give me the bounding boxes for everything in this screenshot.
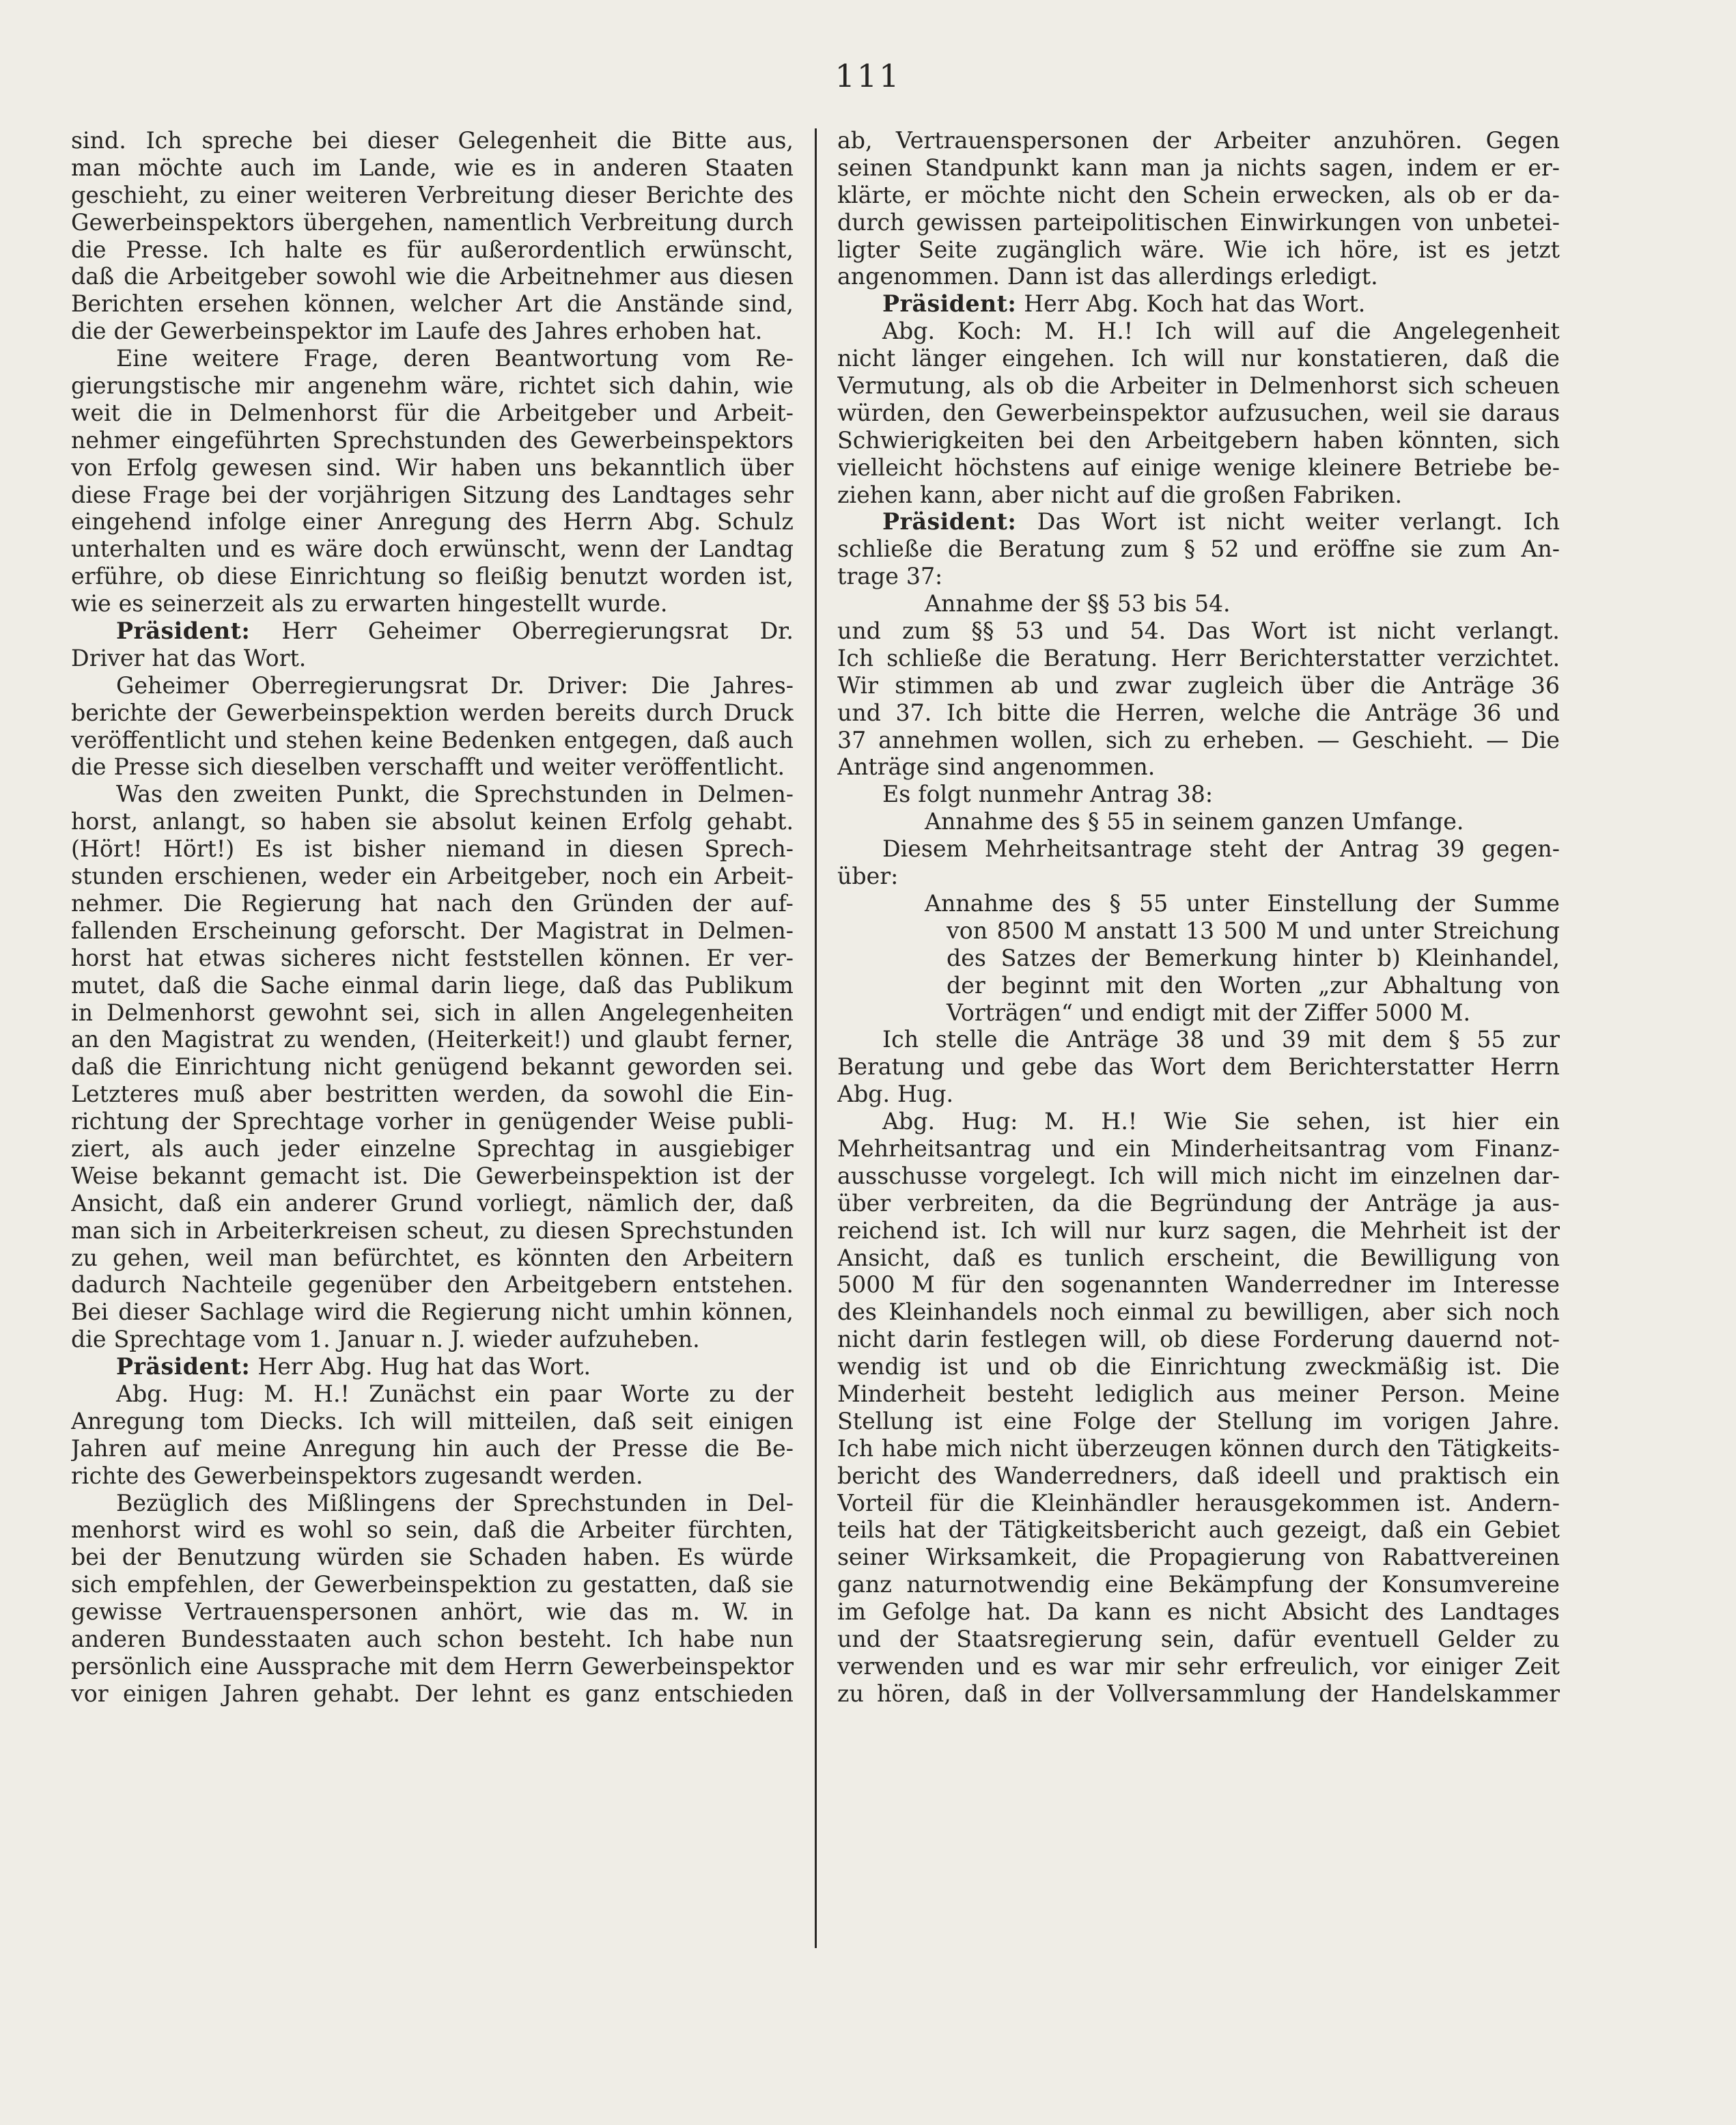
text-line: Ich schließe die Beratung. Herr Berichterstatter verzichtet.	[837, 644, 1560, 671]
text-line: ziert, als auch jeder einzelne Sprechtag in ausgiebiger	[71, 1135, 794, 1162]
text-line: von 8500 M anstatt 13 500 M und unter Streichung	[947, 917, 1560, 944]
text-line: Schwierigkeiten bei den Arbeitgebern haben könnten, sich	[837, 426, 1560, 454]
text-line: dadurch Nachteile gegenüber den Arbeitgebern entstehen.	[71, 1271, 794, 1298]
text-line: Ich stelle die Anträge 38 und 39 mit dem § 55 zur	[882, 1026, 1560, 1053]
text-line: nehmer. Die Regierung hat nach den Gründen der auf-	[71, 889, 794, 917]
text-line: ab, Vertrauenspersonen der Arbeiter anzuhören. Gegen	[837, 127, 1560, 154]
text-line: persönlich eine Aussprache mit dem Herrn Gewerbeinspektor	[71, 1652, 794, 1680]
text-line: reichend ist. Ich will nur kurz sagen, die Mehrheit ist der	[837, 1217, 1560, 1244]
text-line: Abg. Hug.	[837, 1081, 954, 1108]
text-line: zu gehen, weil man befürchtet, es könnten den Arbeitern	[71, 1244, 794, 1271]
text-line: stunden erschienen, weder ein Arbeitgeber, noch ein Arbeit-	[71, 863, 794, 890]
text-line: richte des Gewerbeinspektors zugesandt werden.	[71, 1462, 643, 1489]
text-line: richtung der Sprechtage vorher in genügender Weise publi-	[71, 1108, 794, 1135]
text-line: daß die Arbeitgeber sowohl wie die Arbeitnehmer aus diesen	[71, 263, 794, 290]
text-line: erführe, ob diese Einrichtung so fleißig benutzt worden ist,	[71, 563, 794, 590]
text-line: Es folgt nunmehr Antrag 38:	[882, 781, 1214, 808]
text-line: Annahme des § 55 in seinem ganzen Umfange.	[925, 808, 1464, 835]
text-line: 37 annehmen wollen, sich zu erheben. — Geschieht. — Die	[837, 726, 1560, 753]
text-line: die Sprechtage vom 1. Januar n. J. wieder aufzuheben.	[71, 1326, 700, 1353]
text-line: horst, anlangt, so haben sie absolut keinen Erfolg gehabt.	[71, 808, 794, 835]
text-line: und 37. Ich bitte die Herren, welche die Anträge 36 und	[837, 699, 1560, 726]
text-line: Berichten ersehen können, welcher Art die Anstände sind,	[71, 290, 794, 318]
text-line: des Kleinhandels noch einmal zu bewilligen, aber sich noch	[837, 1298, 1560, 1326]
text-line: ganz naturnotwendig eine Bekämpfung der Konsumvereine	[837, 1571, 1560, 1598]
text-line: bei der Benutzung würden sie Schaden haben. Es würde	[71, 1544, 794, 1571]
text-line: Wir stimmen ab und zwar zugleich über die Anträge 36	[837, 671, 1560, 699]
text-line: eingehend infolge einer Anregung des Herrn Abg. Schulz	[71, 508, 794, 536]
text-line: gierungstische mir angenehm wäre, richtet sich dahin, wie	[71, 372, 794, 400]
text-line: Geheimer Oberregierungsrat Dr. Driver: Die Jahres-	[116, 671, 794, 699]
text-line: Beratung und gebe das Wort dem Berichterstatter Herrn	[837, 1053, 1560, 1081]
text-line: gewisse Vertrauenspersonen anhört, wie das m. W. in	[71, 1598, 794, 1626]
text-line: die Presse sich dieselben verschafft und weiter veröffentlicht.	[71, 753, 785, 781]
text-line: weit die in Delmenhorst für die Arbeitgeber und Arbeit-	[71, 399, 794, 426]
text-line: durch gewissen parteipolitischen Einwirkungen von unbetei-	[837, 208, 1560, 236]
text-line: ligter Seite zugänglich wäre. Wie ich höre, ist es jetzt	[837, 236, 1560, 263]
text-line: Vermutung, als ob die Arbeiter in Delmenhorst sich scheuen	[837, 372, 1560, 400]
speaker-label: Präsident:	[882, 290, 1017, 318]
text-line: horst hat etwas sicheres nicht feststellen können. Er ver-	[71, 944, 794, 971]
text-line: anderen Bundesstaaten auch schon besteht. Ich habe nun	[71, 1625, 794, 1652]
text-line: 5000 M für den sogenannten Wanderredner im Interesse	[837, 1271, 1560, 1298]
text-line: klärte, er möchte nicht den Schein erwecken, als ob er da-	[837, 181, 1560, 208]
text-line: der beginnt mit den Worten „zur Abhaltung von	[947, 971, 1560, 999]
text-line: schließe die Beratung zum § 52 und eröffne sie zum An-	[837, 536, 1560, 563]
text-line: daß die Einrichtung nicht genügend bekannt geworden sei.	[71, 1053, 794, 1081]
speaker-label: Präsident:	[116, 617, 251, 645]
text-line: Anträge sind angenommen.	[837, 753, 1156, 781]
text-line: Bei dieser Sachlage wird die Regierung nicht umhin können,	[71, 1298, 794, 1326]
text-line: menhorst wird es wohl so sein, daß die Arbeiter fürchten,	[71, 1516, 794, 1544]
text-line: teils hat der Tätigkeitsbericht auch gezeigt, daß ein Gebiet	[837, 1516, 1560, 1544]
text-line: Gewerbeinspektors übergehen, namentlich Verbreitung durch	[71, 208, 794, 236]
text-line: im Gefolge hat. Da kann es nicht Absicht des Landtages	[837, 1598, 1560, 1626]
text-line: zu hören, daß in der Vollversammlung der Handelskammer	[837, 1680, 1560, 1707]
page-number: 111	[835, 57, 901, 94]
text-line: bericht des Wanderredners, daß ideell und praktisch ein	[837, 1462, 1560, 1489]
text-line: über:	[837, 863, 899, 890]
speaker-label: Präsident:	[882, 508, 1017, 536]
text-line: (Hört! Hört!) Es ist bisher niemand in diesen Sprech-	[71, 835, 794, 863]
text-line: über verbreiten, da die Begründung der Anträge ja aus-	[837, 1189, 1560, 1217]
text-line: und der Staatsregierung sein, dafür eventuell Gelder zu	[837, 1625, 1560, 1652]
text-line: Präsident: Das Wort ist nicht weiter verlangt. Ich	[882, 508, 1560, 536]
text-line: Stellung ist eine Folge der Stellung im vorigen Jahre.	[837, 1407, 1560, 1434]
text-line: Präsident: Herr Abg. Koch hat das Wort.	[882, 290, 1366, 318]
text-line: sind. Ich spreche bei dieser Gelegenheit die Bitte aus,	[71, 127, 794, 154]
text-line: Anregung tom Diecks. Ich will mitteilen, daß seit einigen	[71, 1407, 794, 1434]
text-line: Driver hat das Wort.	[71, 644, 307, 671]
text-line: die der Gewerbeinspektor im Laufe des Jahres erhoben hat.	[71, 318, 763, 345]
right-column	[837, 127, 1560, 1708]
text-line: Minderheit besteht lediglich aus meiner Person. Meine	[837, 1380, 1560, 1407]
text-line: Annahme des § 55 unter Einstellung der Summe	[925, 889, 1560, 917]
text-line: vielleicht höchstens auf einige wenige kleinere Betriebe be-	[837, 454, 1560, 481]
text-line: nicht darin festlegen will, ob diese Forderung dauernd not-	[837, 1326, 1560, 1353]
left-column	[71, 127, 794, 1708]
text-line: Abg. Koch: M. H.! Ich will auf die Angelegenheit	[882, 318, 1560, 345]
text-line: ausschusse vorgelegt. Ich will mich nicht im einzelnen dar-	[837, 1162, 1560, 1189]
text-line: seinen Standpunkt kann man ja nichts sagen, indem er er-	[837, 154, 1560, 181]
text-line: Ich habe mich nicht überzeugen können durch den Tätigkeits-	[837, 1434, 1560, 1462]
text-line: würden, den Gewerbeinspektor aufzusuchen, weil sie daraus	[837, 399, 1560, 426]
text-line: trage 37:	[837, 563, 943, 590]
text-line: ziehen kann, aber nicht auf die großen Fabriken.	[837, 481, 1403, 508]
text-line: angenommen. Dann ist das allerdings erledigt.	[837, 263, 1378, 290]
text-line: wendig ist und ob die Einrichtung zweckmäßig ist. Die	[837, 1353, 1560, 1380]
text-line: diese Frage bei der vorjährigen Sitzung des Landtages sehr	[71, 481, 794, 508]
text-line: Bezüglich des Mißlingens der Sprechstunden in Del-	[116, 1489, 794, 1516]
text-line: man sich in Arbeiterkreisen scheut, zu diesen Sprechstunden	[71, 1217, 794, 1244]
text-line: Ansicht, daß es tunlich erscheint, die Bewilligung von	[837, 1244, 1560, 1271]
text-line: berichte der Gewerbeinspektion werden bereits durch Druck	[71, 699, 794, 726]
text-line: seiner Wirksamkeit, die Propagierung von Rabattvereinen	[837, 1544, 1560, 1571]
text-line: Vorträgen“ und endigt mit der Ziffer 5000 M.	[947, 999, 1471, 1026]
text-line: veröffentlicht und stehen keine Bedenken entgegen, daß auch	[71, 726, 794, 753]
text-line: Jahren auf meine Anregung hin auch der Presse die Be-	[71, 1434, 794, 1462]
text-line: die Presse. Ich halte es für außerordentlich erwünscht,	[71, 236, 794, 263]
text-line: geschieht, zu einer weiteren Verbreitung dieser Berichte des	[71, 181, 794, 208]
text-line: und zum §§ 53 und 54. Das Wort ist nicht verlangt.	[837, 617, 1560, 645]
text-line: Annahme der §§ 53 bis 54.	[925, 590, 1231, 617]
speaker-label: Präsident:	[116, 1353, 251, 1380]
text-line: von Erfolg gewesen sind. Wir haben uns bekanntlich über	[71, 454, 794, 481]
text-line: Eine weitere Frage, deren Beantwortung vom Re-	[116, 345, 794, 372]
text-line: sich empfehlen, der Gewerbeinspektion zu gestatten, daß sie	[71, 1571, 794, 1598]
text-line: verwenden und es war mir sehr erfreulich, vor einiger Zeit	[837, 1652, 1560, 1680]
text-line: nehmer eingeführten Sprechstunden des Gewerbeinspektors	[71, 426, 794, 454]
text-line: Was den zweiten Punkt, die Sprechstunden in Delmen-	[116, 781, 794, 808]
text-line: Weise bekannt gemacht ist. Die Gewerbeinspektion ist der	[71, 1162, 794, 1189]
text-line: wie es seinerzeit als zu erwarten hingestellt wurde.	[71, 590, 668, 617]
text-line: Vorteil für die Kleinhändler herausgekommen ist. Andern-	[837, 1489, 1560, 1516]
text-line: in Delmenhorst gewohnt sei, sich in allen Angelegenheiten	[71, 999, 794, 1026]
text-line: Abg. Hug: M. H.! Zunächst ein paar Worte zu der	[116, 1380, 794, 1407]
text-line: Ansicht, daß ein anderer Grund vorliegt, nämlich der, daß	[71, 1189, 794, 1217]
text-line: Präsident: Herr Abg. Hug hat das Wort.	[116, 1353, 591, 1380]
text-line: nicht länger eingehen. Ich will nur konstatieren, daß die	[837, 345, 1560, 372]
text-line: Mehrheitsantrag und ein Minderheitsantrag vom Finanz-	[837, 1135, 1560, 1162]
text-line: Präsident: Herr Geheimer Oberregierungsrat Dr.	[116, 617, 794, 645]
text-line: Diesem Mehrheitsantrage steht der Antrag 39 gegen-	[882, 835, 1560, 863]
text-line: mutet, daß die Sache einmal darin liege, daß das Publikum	[71, 971, 794, 999]
column-divider	[815, 128, 817, 1948]
text-line: Abg. Hug: M. H.! Wie Sie sehen, ist hier ein	[882, 1108, 1560, 1135]
text-line: man möchte auch im Lande, wie es in anderen Staaten	[71, 154, 794, 181]
text-line: Letzteres muß aber bestritten werden, da sowohl die Ein-	[71, 1081, 794, 1108]
text-line: an den Magistrat zu wenden, (Heiterkeit!) und glaubt ferner,	[71, 1026, 794, 1053]
text-line: vor einigen Jahren gehabt. Der lehnt es ganz entschieden	[71, 1680, 794, 1707]
text-line: unterhalten und es wäre doch erwünscht, wenn der Landtag	[71, 536, 794, 563]
text-line: fallenden Erscheinung geforscht. Der Magistrat in Delmen-	[71, 917, 794, 944]
text-line: des Satzes der Bemerkung hinter b) Kleinhandel,	[947, 944, 1560, 971]
